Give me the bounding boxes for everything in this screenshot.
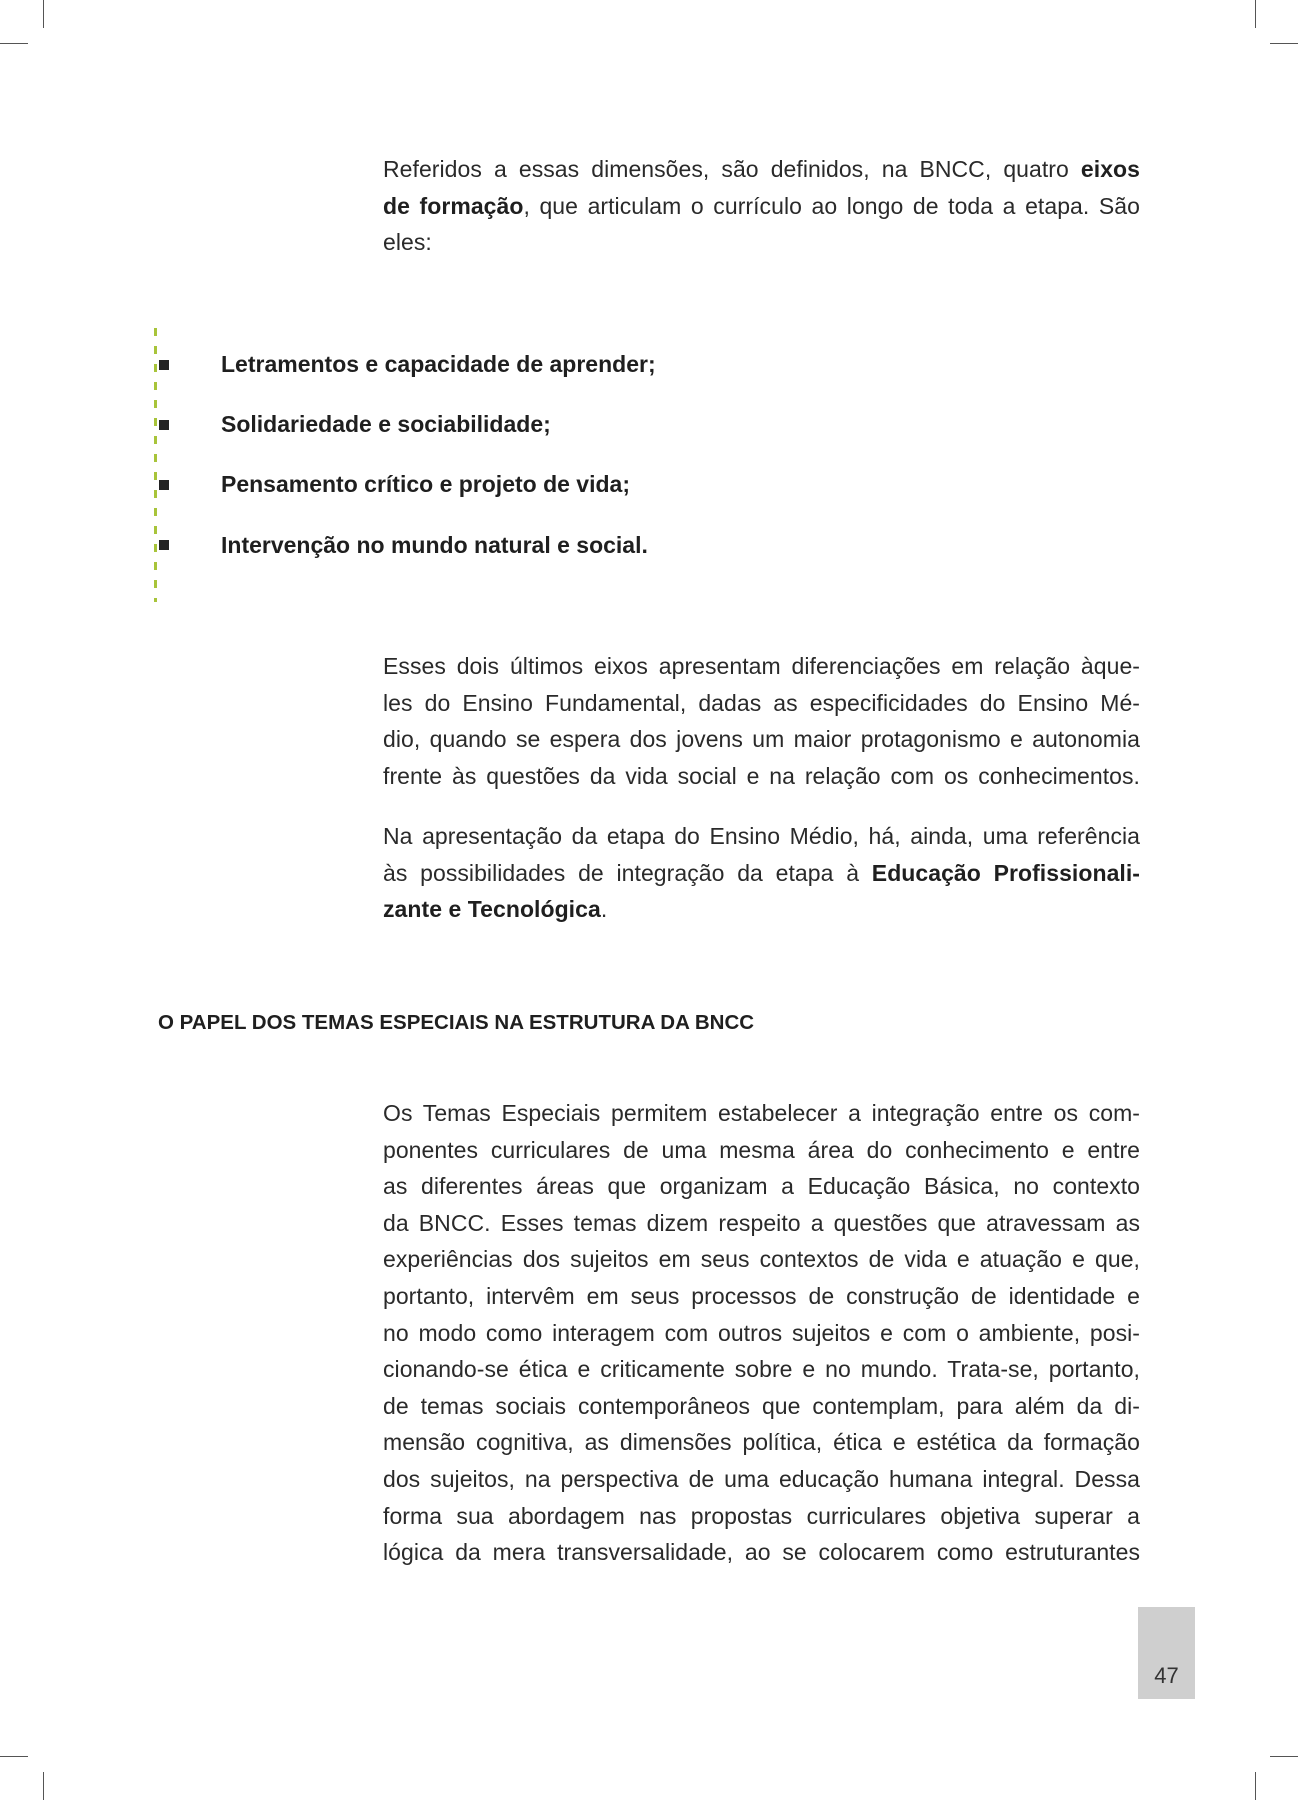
crop-mark-top-right-vertical bbox=[1255, 0, 1256, 28]
paragraph-line: dos sujeitos, na perspectiva de uma educação humana integral. Dessa bbox=[383, 1465, 1140, 1492]
crop-mark-top-right-horizontal bbox=[1270, 43, 1298, 44]
list-accent-dashed-line bbox=[154, 328, 157, 602]
intro-line-2: de formação, que articulam o currículo ao longo de toda a etapa. São bbox=[383, 192, 1140, 219]
bullet-square-icon bbox=[159, 467, 169, 503]
crop-mark-bottom-left-horizontal bbox=[0, 1756, 28, 1757]
paragraph-line: Na apresentação da etapa do Ensino Médio, há, ainda, uma referência bbox=[383, 823, 1140, 849]
section-heading: O PAPEL DOS TEMAS ESPECIAIS NA ESTRUTURA DA BNCC bbox=[158, 1011, 755, 1034]
intro-line-3: eles: bbox=[383, 229, 432, 256]
paragraph-line: frente às questões da vida social e na relação com os conhecimentos. bbox=[383, 762, 1140, 789]
vocational-education-paragraph bbox=[383, 818, 1140, 928]
intro-line-1: Referidos a essas dimensões, são definidos, na BNCC, quatro eixos bbox=[383, 156, 1140, 182]
paragraph-line: de temas sociais contemporâneos que contemplam, para além da di- bbox=[383, 1392, 1140, 1419]
paragraph-line: forma sua abordagem nas propostas curriculares objetiva superar a bbox=[383, 1502, 1140, 1529]
paragraph-line: as diferentes áreas que organizam a Educação Básica, no contexto bbox=[383, 1173, 1140, 1200]
paragraph-line: lógica da mera transversalidade, ao se colocarem como estruturantes bbox=[383, 1539, 1140, 1566]
paragraph-line: ponentes curriculares de uma mesma área do conhecimento e entre bbox=[383, 1136, 1140, 1163]
crop-mark-bottom-right-horizontal bbox=[1270, 1756, 1298, 1757]
bullet-square-icon bbox=[159, 347, 169, 383]
paragraph-line: portanto, intervêm em seus processos de construção de identidade e bbox=[383, 1282, 1140, 1309]
bullet-square-icon bbox=[159, 527, 169, 563]
paragraph-line: mensão cognitiva, as dimensões política, ética e estética da formação bbox=[383, 1429, 1140, 1456]
paragraph-line: experiências dos sujeitos em seus contextos de vida e atuação e que, bbox=[383, 1246, 1140, 1273]
axes-list-item: Solidariedade e sociabilidade; bbox=[221, 411, 551, 437]
crop-mark-bottom-right-vertical bbox=[1255, 1772, 1256, 1800]
axes-list-item: Letramentos e capacidade de aprender; bbox=[221, 351, 656, 377]
paragraph-line: les do Ensino Fundamental, dadas as especificidades do Ensino Mé- bbox=[383, 689, 1140, 716]
paragraph-line: cionando-se ética e criticamente sobre e no mundo. Trata-se, portanto, bbox=[383, 1356, 1140, 1383]
intro-paragraph bbox=[383, 151, 1140, 261]
paragraph-line: Os Temas Especiais permitem estabelecer a integração entre os com- bbox=[383, 1100, 1140, 1126]
bullet-square-icon bbox=[159, 407, 169, 443]
special-themes-paragraph bbox=[383, 1095, 1140, 1571]
page-number: 47 bbox=[1154, 1663, 1179, 1688]
paragraph-line: Esses dois últimos eixos apresentam diferenciações em relação àque- bbox=[383, 653, 1140, 679]
paragraph-line: da BNCC. Esses temas dizem respeito a questões que atravessam as bbox=[383, 1209, 1140, 1236]
crop-mark-bottom-left-vertical bbox=[43, 1772, 44, 1800]
axes-list-item: Pensamento crítico e projeto de vida; bbox=[221, 471, 630, 497]
paragraph-line: zante e Tecnológica. bbox=[383, 896, 608, 923]
crop-mark-top-left-vertical bbox=[43, 0, 44, 28]
paragraph-line: no modo como interagem com outros sujeitos e com o ambiente, posi- bbox=[383, 1319, 1140, 1346]
axes-differences-paragraph bbox=[383, 648, 1140, 794]
axes-list-item: Intervenção no mundo natural e social. bbox=[221, 532, 648, 558]
page-number-tab bbox=[1138, 1607, 1195, 1699]
paragraph-line: dio, quando se espera dos jovens um maior protagonismo e autonomia bbox=[383, 726, 1140, 753]
paragraph-line: às possibilidades de integração da etapa à Educação Profissionali- bbox=[383, 859, 1141, 886]
crop-mark-top-left-horizontal bbox=[0, 43, 28, 44]
